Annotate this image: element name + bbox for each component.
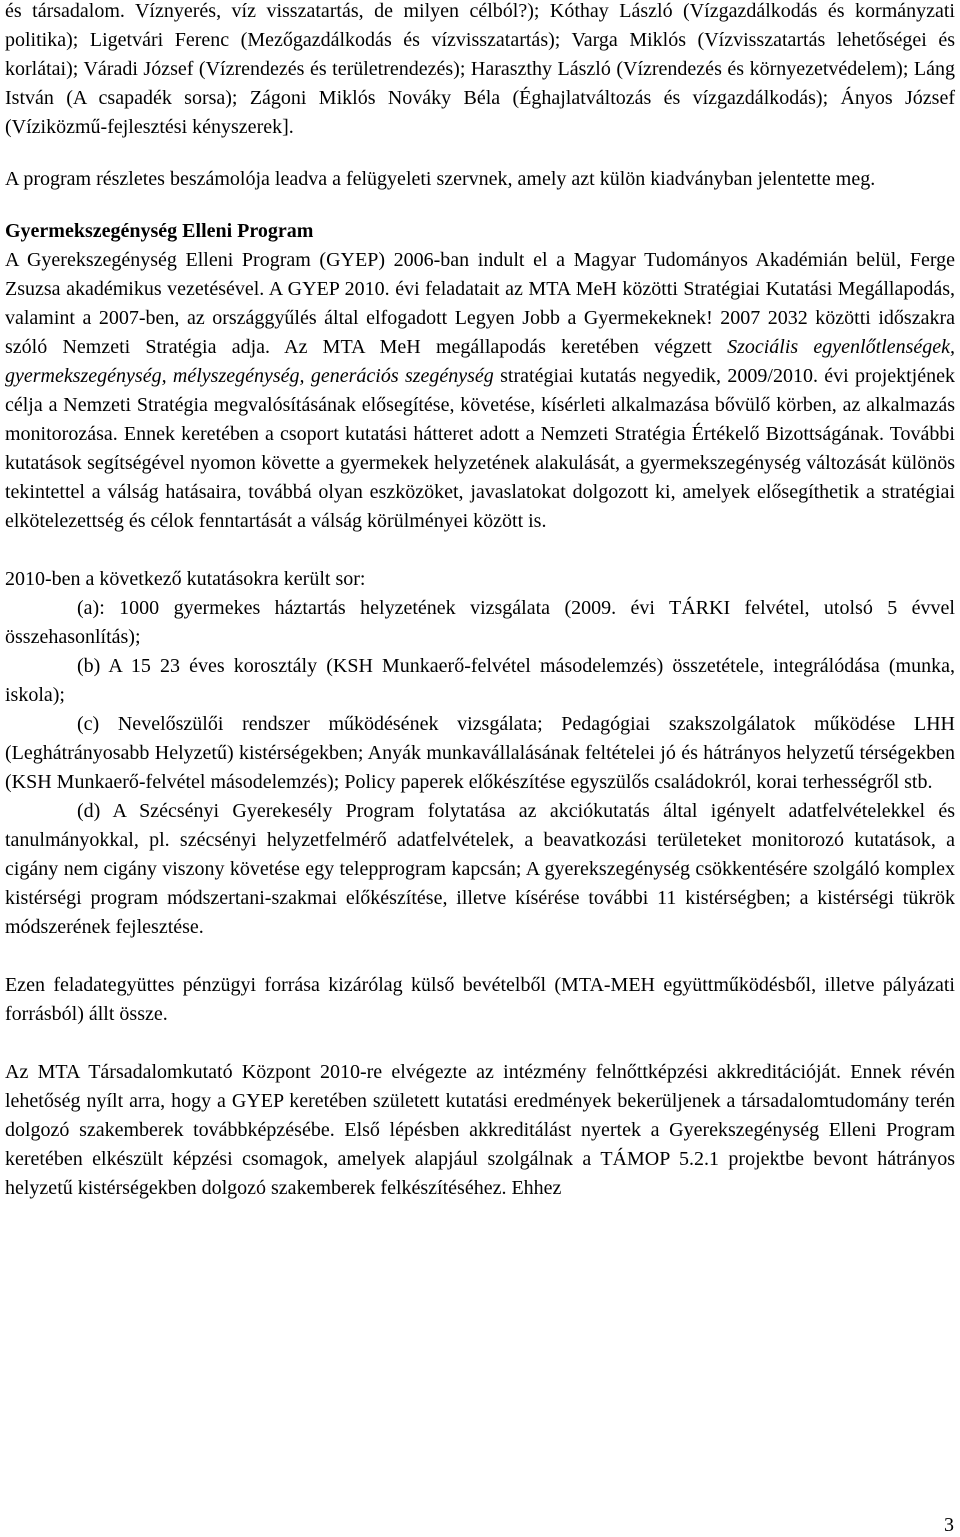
paragraph-gyep-description	[5, 246, 955, 536]
research-item-a: (a): 1000 gyermekes háztartás helyzetének vizsgálata (2009. évi TÁRKI felvétel, utolsó 5 évvel összehasonlítás);	[5, 597, 955, 648]
paragraph-gyep-italic-title: Szociális egyenlőtlenségek, gyermekszegénység, mélyszegénység, generációs szegénység	[5, 336, 955, 387]
paragraph-accreditation: Az MTA Társadalomkutató Központ 2010-re elvégezte az intézmény felnőttképzési akkreditációját. Ennek révén lehetőség nyílt arra, hogy a GYEP keretében született kutatási eredmények bekerüljenek a társadalomtudomány terén dolgozó szakemberek továbbképzésébe. Első lépésben akkreditálást nyertek a Gyerekszegénység Elleni Program keretében elkészült képzési csomagok, amelyek alapjául szolgálnak a TÁMOP 5.2.1 projektbe bevont hátrányos helyzetű kistérségekben dolgozó szakemberek felkészítéséhez. Ehhez	[5, 1061, 955, 1199]
paragraph-gyep-text-end: stratégiai kutatás negyedik, 2009/2010. évi projektjének célja a Nemzeti Stratégia megvalósításának elősegítése, követése, kísérleti alkalmazása bővülő körben, az alkalmazás monitorozása. Ennek keretében a csoport kutatási hátteret adott a Nemzeti Stratégia Értékelő Bizottságának. További kutatások segítségével nyomon követte a gyermekek helyzetének alakulását, a gyermekszegénység változását különös tekintettel a válság hatásaira, továbbá olyan eszközöket, javaslatokat dolgozott ki, amelyek elősegíthetik a stratégiai elkötelezettség és célok fenntartását a válság körülményei között is.	[5, 365, 955, 532]
research-item-b: (b) A 15 23 éves korosztály (KSH Munkaerő-felvétel másodelemzés) összetétele, integrálódása (munka, iskola);	[5, 655, 955, 706]
paragraph-report-note: A program részletes beszámolója leadva a felügyeleti szervnek, amely azt külön kiadványban jelentette meg.	[5, 168, 876, 190]
section-heading: Gyermekszegénység Elleni Program	[5, 220, 314, 242]
page-number: 3	[944, 1514, 954, 1536]
paragraph-funding: Ezen feladategyüttes pénzügyi forrása kizárólag külső bevételből (MTA-MEH együttműködésből, illetve pályázati forrásból) állt össze.	[5, 974, 955, 1025]
document-page	[5, 0, 955, 1203]
paragraph-research-list: és társadalom. Víznyerés, víz visszatartás, de milyen célból?); Kóthay László (Vízgazdálkodás és kormányzati politika); Ligetvári Ferenc (Mezőgazdálkodás és vízvisszatartás); Varga Miklós (Vízvisszatartás lehetőségei és korlátai); Váradi József (Vízrendezés és területrendezés); Haraszthy László (Vízrendezés és környezetvédelem); Láng István (A csapadék sorsa); Zágoni Miklós Nováky Béla (Éghajlatváltozás és vízgazdálkodás); Ányos József (Víziközmű-fejlesztési kényszerek].	[5, 0, 955, 138]
research-item-c: (c) Nevelőszülői rendszer működésének vizsgálata; Pedagógiai szakszolgálatok működése LHH (Leghátrányosabb Helyzetű) kistérségekben; Anyák munkavállalásának feltételei jó és hátrányos helyzetű térségekben (KSH Munkaerő-felvétel másodelemzés); Policy paperek előkészítése egyszülős családokról, korai terhességről stb.	[5, 713, 955, 793]
research-item-d: (d) A Szécsényi Gyerekesély Program folytatása az akciókutatás által igényelt adatfelvételekkel és tanulmányokkal, pl. szécsényi helyzetfelmérő adatfelvételek, a beavatkozási területeket monitorozó kutatások, a cigány nem cigány viszony követése egy telepprogram kapcsán; A gyerekszegénység csökkentésére szolgáló komplex kistérségi program módszertani-szakmai előkészítése, illetve kísérése további 11 kistérségben; a kistérségi tükrök módszerének fejlesztése.	[5, 800, 955, 938]
paragraph-gyep-text-start: A Gyerekszegénység Elleni Program (GYEP) 2006-ban indult el a Magyar Tudományos Akadémián belül, Ferge Zsuzsa akadémikus vezetésével. A GYEP 2010. évi feladatait az MTA MeH közötti Stratégiai Kutatási Megállapodás, valamint a 2007-ben, az országgyűlés által elfogadott Legyen Jobb a Gyermekeknek! 2007 2032 közötti időszakra szóló Nemzeti Stratégia adja. Az MTA MeH megállapodás keretében végzett	[5, 249, 955, 358]
paragraph-research-intro: 2010-ben a következő kutatásokra került sor:	[5, 568, 366, 590]
